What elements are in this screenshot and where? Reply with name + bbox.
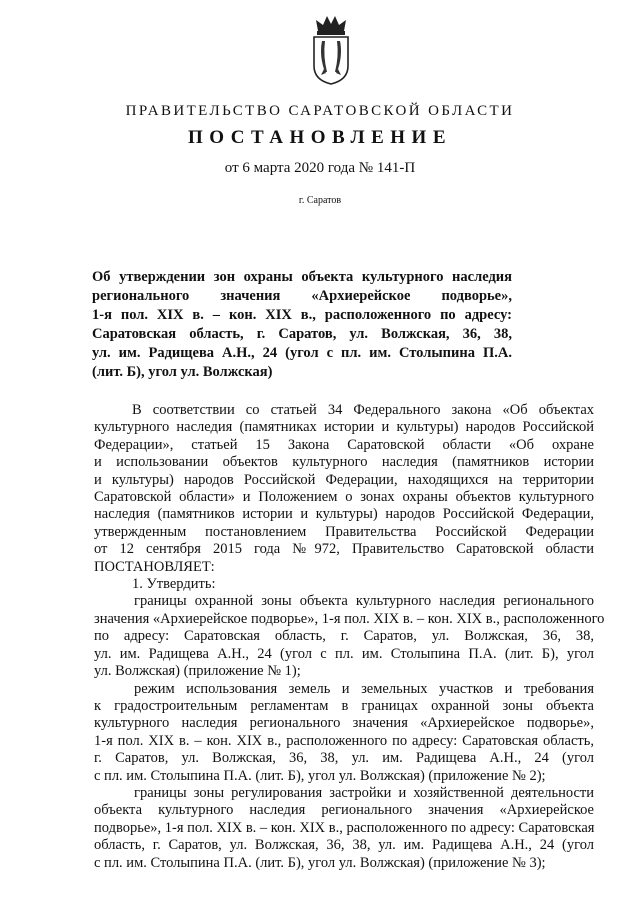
text-line: с пл. им. Столыпина П.А. (лит. Б), угол ул. Волжская) (приложение № 2);: [94, 767, 546, 784]
text-line: 1-я пол. XIX в. – кон. XIX в., расположенного по адресу: Саратовская область,: [94, 732, 594, 749]
text-line: культурного наследия (памятниках истории и культуры) народов Российской: [94, 419, 594, 436]
text-line: утвержденным постановлением Правительства Российской Федерации: [94, 523, 594, 540]
text-line: по адресу: Саратовская область, г. Саратов, ул. Волжская, 36, 38,: [94, 628, 594, 645]
document-type: ПОСТАНОВЛЕНИЕ: [187, 127, 453, 148]
text-line: Саратовской области» и Положением о зонах охраны объектов культурного: [94, 489, 594, 506]
saratov-coat-of-arms-icon: [309, 14, 353, 86]
organization-name: ПРАВИТЕЛЬСТВО САРАТОВСКОЙ ОБЛАСТИ: [125, 103, 515, 119]
text-line: режим использования земель и земельных участков и требования: [134, 680, 594, 697]
title-line: Об утверждении зон охраны объекта культурного наследия: [92, 269, 512, 285]
item-1-heading: 1. Утвердить:: [132, 576, 216, 593]
title-line: (лит. Б), угол ул. Волжская): [92, 364, 273, 380]
text-line: область, г. Саратов, ул. Волжская, 36, 38, ул. им. Радищева А.Н., 24 (угол: [94, 837, 594, 854]
text-line: ул. им. Радищева А.Н., 24 (угол с пл. им. Столыпина П.А. (лит. Б), угол: [94, 645, 594, 662]
text-line: культурного наследия регионального значения «Архиерейское подворье»,: [94, 715, 594, 732]
text-line: границы охранной зоны объекта культурного наследия регионального: [134, 593, 594, 610]
title-line: ул. им. Радищева А.Н., 24 (угол с пл. им. Столыпина П.А.: [92, 345, 512, 361]
paragraph-development-zone: [94, 785, 594, 872]
document-date-number: от 6 марта 2020 года № 141-П: [224, 160, 416, 176]
document-body: [94, 402, 605, 872]
text-line: подворье», 1-я пол. XIX в. – кон. XIX в., расположенного по адресу: Саратовская: [94, 819, 595, 836]
text-line: и культуры) народов Российской Федерации, находящихся на территории: [94, 471, 594, 488]
paragraph-land-use-regime: [94, 681, 594, 785]
text-line: к градостроительным регламентам в границах охранной зоны объекта: [94, 697, 594, 714]
text-line: Федерации», статьей 15 Закона Саратовской области «Об охране: [94, 436, 594, 453]
document-city: г. Саратов: [298, 195, 342, 206]
text-line: ПОСТАНОВЛЯЕТ:: [94, 558, 215, 575]
title-line: Саратовская область, г. Саратов, ул. Волжская, 36, 38,: [92, 326, 512, 342]
text-line: границы зоны регулирования застройки и хозяйственной деятельности: [134, 784, 594, 801]
paragraph-security-zone: [94, 593, 605, 680]
text-line: с пл. им. Столыпина П.А. (лит. Б), угол ул. Волжская) (приложение № 3);: [94, 854, 546, 871]
text-line: и использовании объектов культурного наследия (памятников истории: [94, 454, 594, 471]
text-line: значения «Архиерейское подворье», 1-я пол. XIX в. – кон. XIX в., расположенного: [94, 610, 605, 627]
text-line: наследия (памятников истории и культуры) народов Российской Федерации,: [94, 506, 594, 523]
text-line: объекта культурного наследия регионального значения «Архиерейское: [94, 802, 594, 819]
document-title: [92, 268, 512, 382]
title-line: 1-я пол. XIX в. – кон. XIX в., расположенного по адресу:: [92, 307, 512, 323]
text-line: ул. Волжская) (приложение № 1);: [94, 663, 301, 680]
title-line: регионального значения «Архиерейское подворье»,: [92, 288, 512, 304]
text-line: от 12 сентября 2015 года №972, Правительство Саратовской области: [94, 541, 594, 558]
text-line: В соответствии со статьей 34 Федерального закона «Об объектах: [132, 402, 594, 418]
text-line: г. Саратов, ул. Волжская, 36, 38, ул. им. Радищева А.Н., 24 (угол: [94, 750, 594, 767]
preamble-paragraph: [94, 402, 594, 576]
